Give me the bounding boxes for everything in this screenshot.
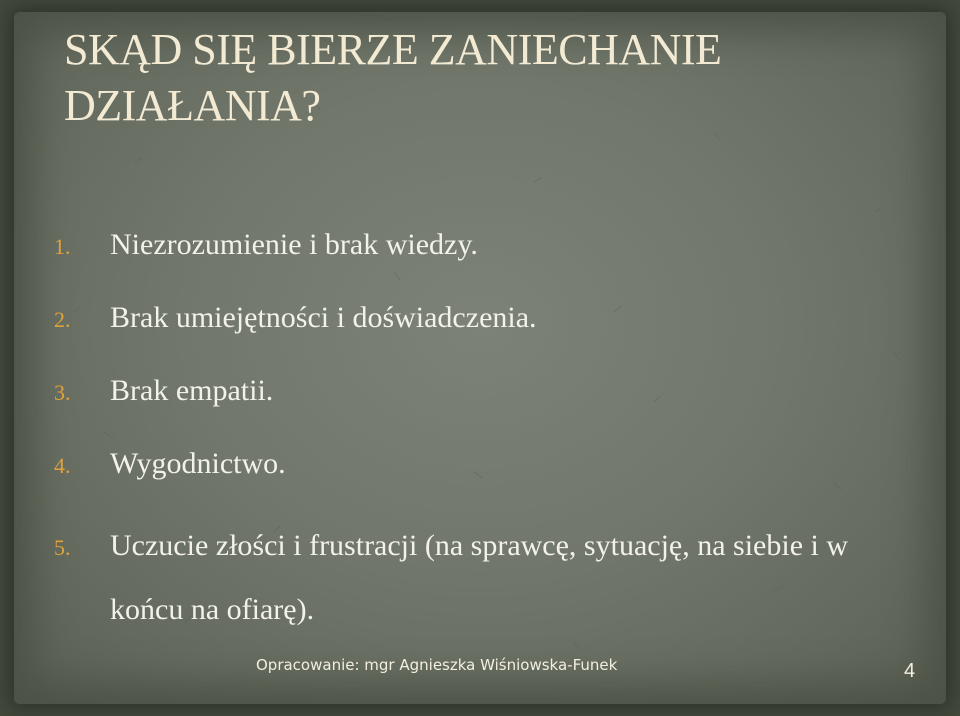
list-item xyxy=(54,514,914,642)
reasons-list xyxy=(54,222,914,667)
item-text: Brak empatii. xyxy=(110,374,274,407)
item-text: Niezrozumienie i brak wiedzy. xyxy=(110,228,478,261)
item-number: 4. xyxy=(54,453,71,478)
item-text: Brak umiejętności i doświadczenia. xyxy=(110,301,537,334)
list-item xyxy=(54,441,914,489)
item-number: 2. xyxy=(54,307,71,332)
item-number: 3. xyxy=(54,380,71,405)
list-item xyxy=(54,368,914,416)
page-number: 4 xyxy=(904,660,916,682)
item-text: Uczucie złości i frustracji (na sprawcę, sytuację, na siebie i w końcu na ofiarę). xyxy=(110,529,849,626)
item-number: 5. xyxy=(54,535,71,560)
list-item xyxy=(54,295,914,343)
list-item xyxy=(54,222,914,270)
footer-author: Opracowanie: mgr Agnieszka Wiśniowska-Funek xyxy=(256,656,618,674)
slide-title: SKĄD SIĘ BIERZE ZANIECHANIE DZIAŁANIA? xyxy=(64,25,722,130)
item-number: 1. xyxy=(54,234,71,259)
item-text: Wygodnictwo. xyxy=(110,447,286,480)
